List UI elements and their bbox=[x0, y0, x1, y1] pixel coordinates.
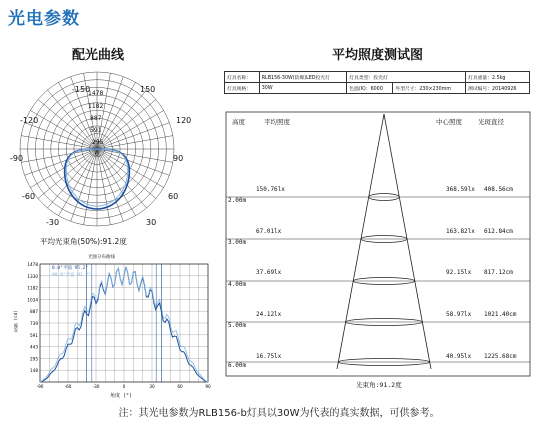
table-cell: 30W bbox=[259, 83, 347, 94]
y-axis-label: 光强 (cd) bbox=[14, 310, 19, 333]
row-diam: 1021.40cm bbox=[484, 311, 517, 318]
row-avg: 37.69lx bbox=[256, 269, 282, 276]
table-cell: 色温(K)：6000 bbox=[347, 83, 393, 94]
table-cell: 外型尺寸：230×230mm bbox=[393, 83, 466, 94]
x-axis-label: 角度 (°) bbox=[110, 393, 133, 399]
radial-label: 591 bbox=[90, 127, 102, 134]
y-tick-label: 591 bbox=[30, 332, 38, 338]
row-height: 4.00m bbox=[228, 281, 247, 288]
y-tick-label: 1330 bbox=[27, 273, 38, 279]
table-cell: RLB156-30W(防爆)LED投光灯 bbox=[259, 72, 347, 83]
angle-label-r4: 30 bbox=[146, 218, 157, 227]
row-diam: 817.12cm bbox=[484, 269, 513, 276]
row-height: 6.00m bbox=[228, 362, 247, 369]
y-tick-label: 887 bbox=[30, 309, 38, 315]
radial-label: 295 bbox=[92, 139, 104, 146]
angle-label-r1: 120 bbox=[176, 116, 192, 125]
polar-title: 配光曲线 bbox=[72, 48, 125, 63]
beam-angle-label: 平均光束角(50%):91.2度 bbox=[40, 237, 127, 246]
legend-item: 90.0°平面 91.2° bbox=[52, 273, 91, 278]
table-cell: 灯具类型：投光灯 bbox=[347, 72, 466, 83]
angle-label-top-right: 150 bbox=[140, 85, 156, 94]
cone-beam-angle: 光束角:91.2度 bbox=[356, 381, 402, 389]
angle-label-r3: 60 bbox=[168, 192, 179, 201]
y-tick-label: 443 bbox=[30, 344, 38, 350]
illuminance-title: 平均照度测试图 bbox=[332, 48, 424, 63]
dist-chart-title: 光强分布曲线 bbox=[88, 255, 115, 260]
col-height: 高度 bbox=[232, 118, 245, 126]
x-tick-label: -30 bbox=[92, 384, 100, 389]
row-center: 58.97lx bbox=[446, 311, 472, 318]
x-tick-label: 90 bbox=[205, 384, 211, 389]
x-tick-label: 30 bbox=[149, 384, 155, 389]
row-height: 3.00m bbox=[228, 239, 247, 246]
row-center: 92.15lx bbox=[446, 269, 472, 276]
row-center: 163.82lx bbox=[446, 228, 475, 235]
row-avg: 24.12lx bbox=[256, 311, 282, 318]
row-avg: 67.01lx bbox=[256, 228, 282, 235]
y-tick-label: 1478 bbox=[27, 262, 38, 267]
angle-label-r2: 90 bbox=[173, 154, 184, 163]
row-diam: 1225.68cm bbox=[484, 353, 517, 360]
row-avg: 16.75lx bbox=[256, 353, 282, 360]
page-title: 光电参数 bbox=[8, 9, 80, 29]
table-cell: 灯具名称： bbox=[225, 72, 260, 83]
col-diam: 光斑直径 bbox=[478, 118, 504, 126]
row-center: 368.59lx bbox=[446, 186, 475, 193]
row-center: 40.95lx bbox=[446, 353, 472, 360]
row-height: 2.00m bbox=[228, 197, 247, 204]
cone-edge bbox=[384, 114, 431, 369]
col-center: 中心照度 bbox=[436, 118, 462, 126]
y-tick-label: 295 bbox=[30, 356, 38, 362]
angle-label-l3: -60 bbox=[22, 192, 36, 201]
radial-label: 1478 bbox=[88, 90, 104, 97]
x-tick-label: -60 bbox=[64, 384, 72, 389]
footnote: 注：其光电参数为RLB156-b灯具以30W为代表的真实数据，可供参考。 bbox=[118, 408, 440, 419]
col-avg: 平均照度 bbox=[264, 118, 290, 126]
diagram-frame bbox=[226, 112, 530, 376]
x-tick-label: -90 bbox=[36, 384, 44, 389]
y-tick-label: 1034 bbox=[27, 297, 38, 303]
x-tick-label: 0 bbox=[122, 384, 126, 389]
angle-label-l4: -30 bbox=[46, 218, 60, 227]
cone-edge bbox=[337, 114, 384, 369]
legend-item: 0.0°平面 95.2° bbox=[52, 266, 89, 271]
row-avg: 150.76lx bbox=[256, 186, 285, 193]
y-tick-label: 1182 bbox=[27, 285, 38, 291]
table-cell: 灯具规格： bbox=[225, 83, 260, 94]
row-height: 5.00m bbox=[228, 322, 247, 329]
radial-label: 0 bbox=[95, 151, 99, 158]
table-cell: 灯具重量：2.5kg bbox=[466, 72, 530, 83]
angle-label-l1: -120 bbox=[20, 116, 39, 125]
y-tick-label: 148 bbox=[30, 368, 38, 374]
radial-label: 887 bbox=[90, 115, 102, 122]
row-diam: 408.56cm bbox=[484, 186, 513, 193]
angle-label-top-left: -150 bbox=[72, 85, 91, 94]
table-cell: 测试编号：20140926 bbox=[466, 83, 530, 94]
y-tick-label: 739 bbox=[30, 321, 38, 326]
angle-label-l2: -90 bbox=[10, 154, 24, 163]
radial-label: 1182 bbox=[88, 103, 104, 110]
x-tick-label: 60 bbox=[177, 384, 183, 389]
row-diam: 612.84cm bbox=[484, 228, 513, 235]
